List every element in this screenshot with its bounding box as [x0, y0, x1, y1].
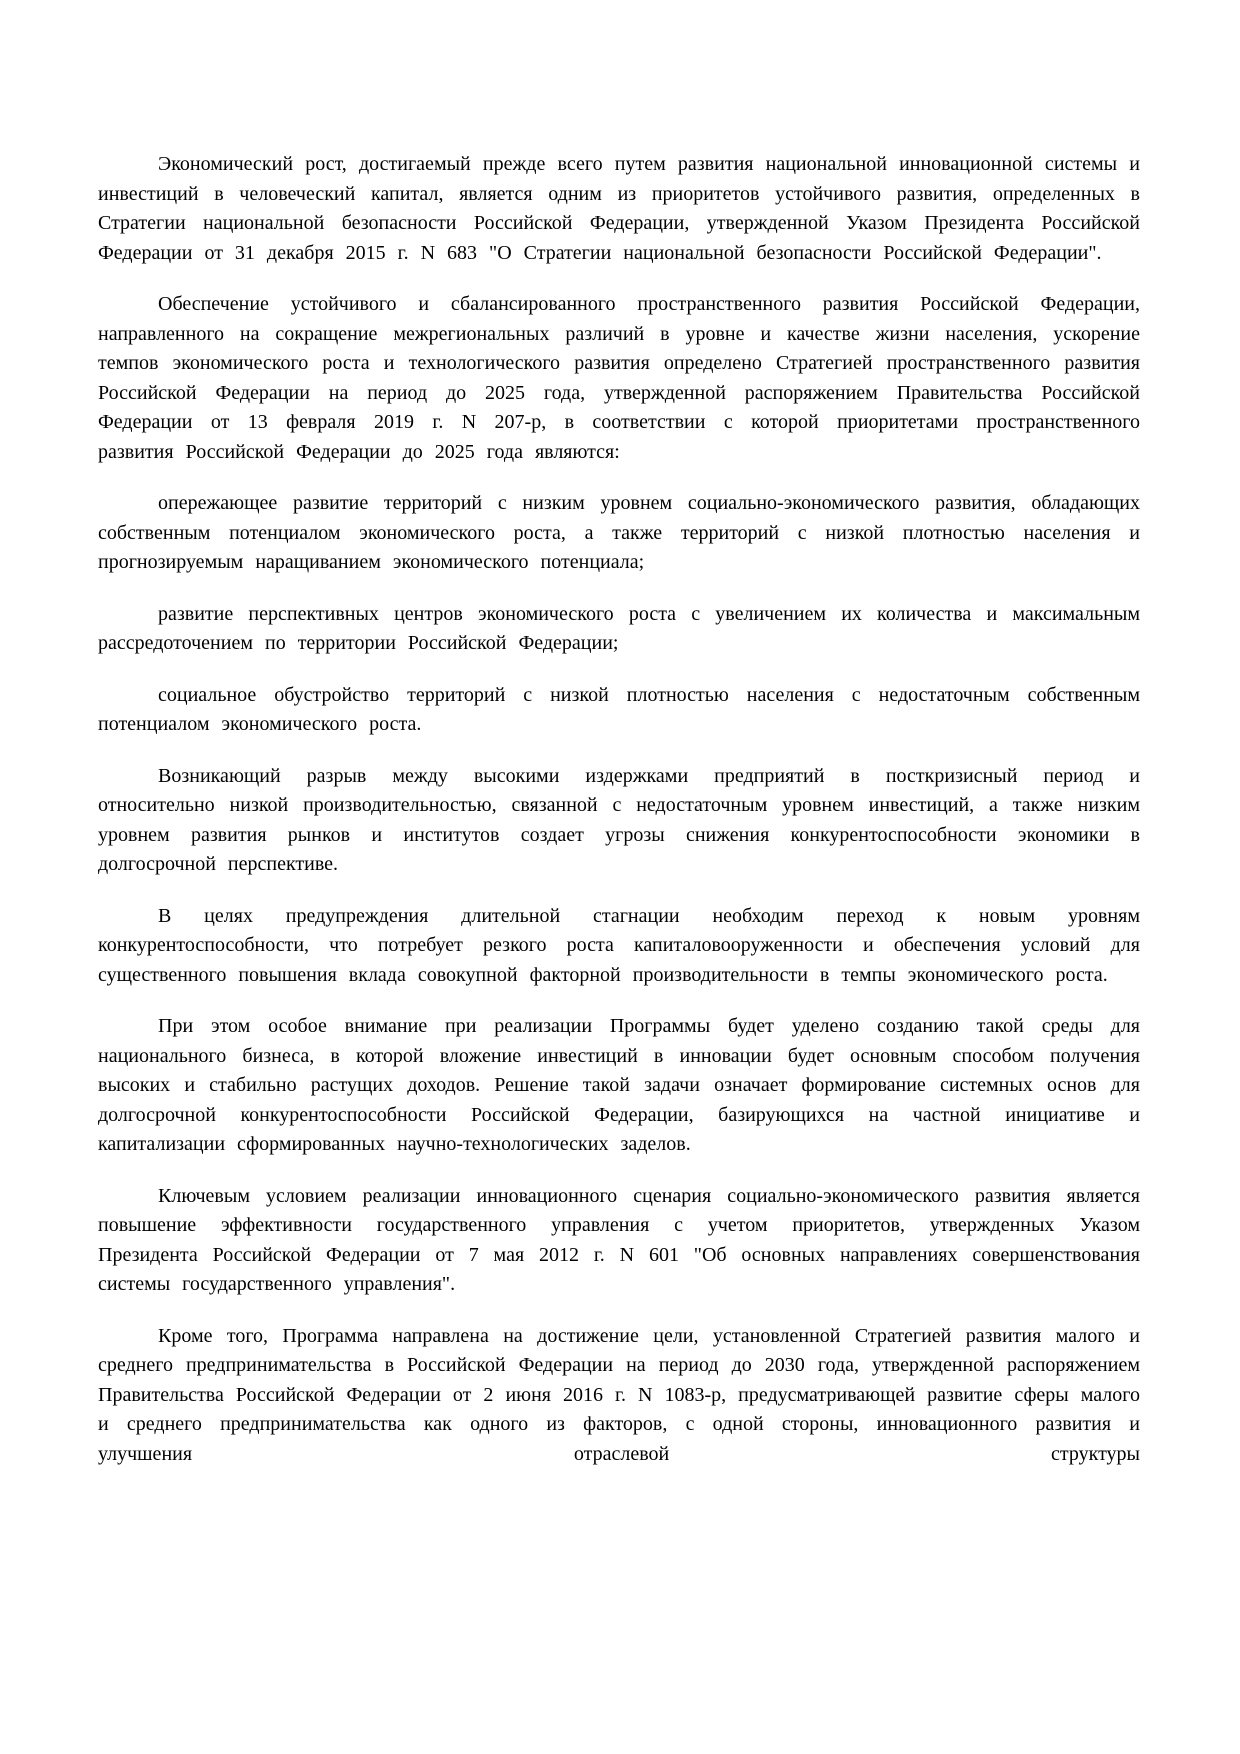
list-item-advanced-territory-development: опережающее развитие территорий с низким уровнем социально-экономического развития, обладающих собственным потенциалом экономического роста, а также территорий с низкой плотностью населения и прогнозируемым наращиванием экономического потенциала; — [98, 492, 1140, 573]
list-item-social-arrangement: социальное обустройство территорий с низкой плотностью населения с недостаточным собственным потенциалом экономического роста. — [98, 683, 1140, 735]
paragraph-sme-strategy: Кроме того, Программа направлена на достижение цели, установленной Стратегией развития малого и среднего предпринимательства в Российской Федерации на период до 2030 года, утвержденной распоряжением Правительства Российской Федерации от 2 июня 2016 г. N 1083-р, предусматривающей развитие сферы малого и среднего предпринимательства как одного из факторов, с одной стороны, инновационного развития и улучшения отраслевой структуры — [98, 1324, 1140, 1465]
paragraph-program-investment-focus: При этом особое внимание при реализации Программы будет уделено созданию такой среды для национального бизнеса, в которой вложение инвестиций в инновации будет основным способом получения высоких и стабильно растущих доходов. Решение такой задачи означает формирование системных основ для долгосрочной конкурентоспособности Российской Федерации, базирующихся на частной инициативе и капитализации сформированных научно-технологических заделов. — [98, 1015, 1140, 1155]
list-item-growth-centers: развитие перспективных центров экономического роста с увеличением их количества и максимальным рассредоточением по территории Российской Федерации; — [98, 602, 1140, 654]
paragraph-enterprise-cost-gap: Возникающий разрыв между высокими издержками предприятий в посткризисный период и относительно низкой производительностью, связанной с недостаточным уровнем инвестиций, а также низким уровнем развития рынков и институтов создает угрозы снижения конкурентоспособности экономики в долгосрочной перспективе. — [98, 764, 1140, 875]
paragraph-spatial-development-strategy: Обеспечение устойчивого и сбалансированного пространственного развития Российской Федерации, направленного на сокращение межрегиональных различий в уровне и качестве жизни населения, ускорение темпов экономического роста и технологического развития определено Стратегией пространственного развития Российской Федерации на период до 2025 года, утвержденной распоряжением Правительства Российской Федерации от 13 февраля 2019 г. N 207-р, в соответствии с которой приоритетами пространственного развития Российской Федерации до 2025 года являются: — [98, 293, 1140, 463]
paragraph-governance-efficiency: Ключевым условием реализации инновационного сценария социально-экономического развития является повышение эффективности государственного управления с учетом приоритетов, утвержденных Указом Президента Российской Федерации от 7 мая 2012 г. N 601 "Об основных направлениях совершенствования системы государственного управления". — [98, 1184, 1140, 1295]
paragraph-economic-growth: Экономический рост, достигаемый прежде всего путем развития национальной инновационной системы и инвестиций в человеческий капитал, является одним из приоритетов устойчивого развития, определенных в Стратегии национальной безопасности Российской Федерации, утвержденной Указом Президента Российской Федерации от 31 декабря 2015 г. N 683 "О Стратегии национальной безопасности Российской Федерации". — [98, 153, 1140, 264]
paragraph-stagnation-prevention: В целях предупреждения длительной стагнации необходим переход к новым уровням конкурентоспособности, что потребует резкого роста капиталовооруженности и обеспечения условий для существенного повышения вклада совокупной факторной производительности в темпы экономического роста. — [98, 904, 1140, 986]
